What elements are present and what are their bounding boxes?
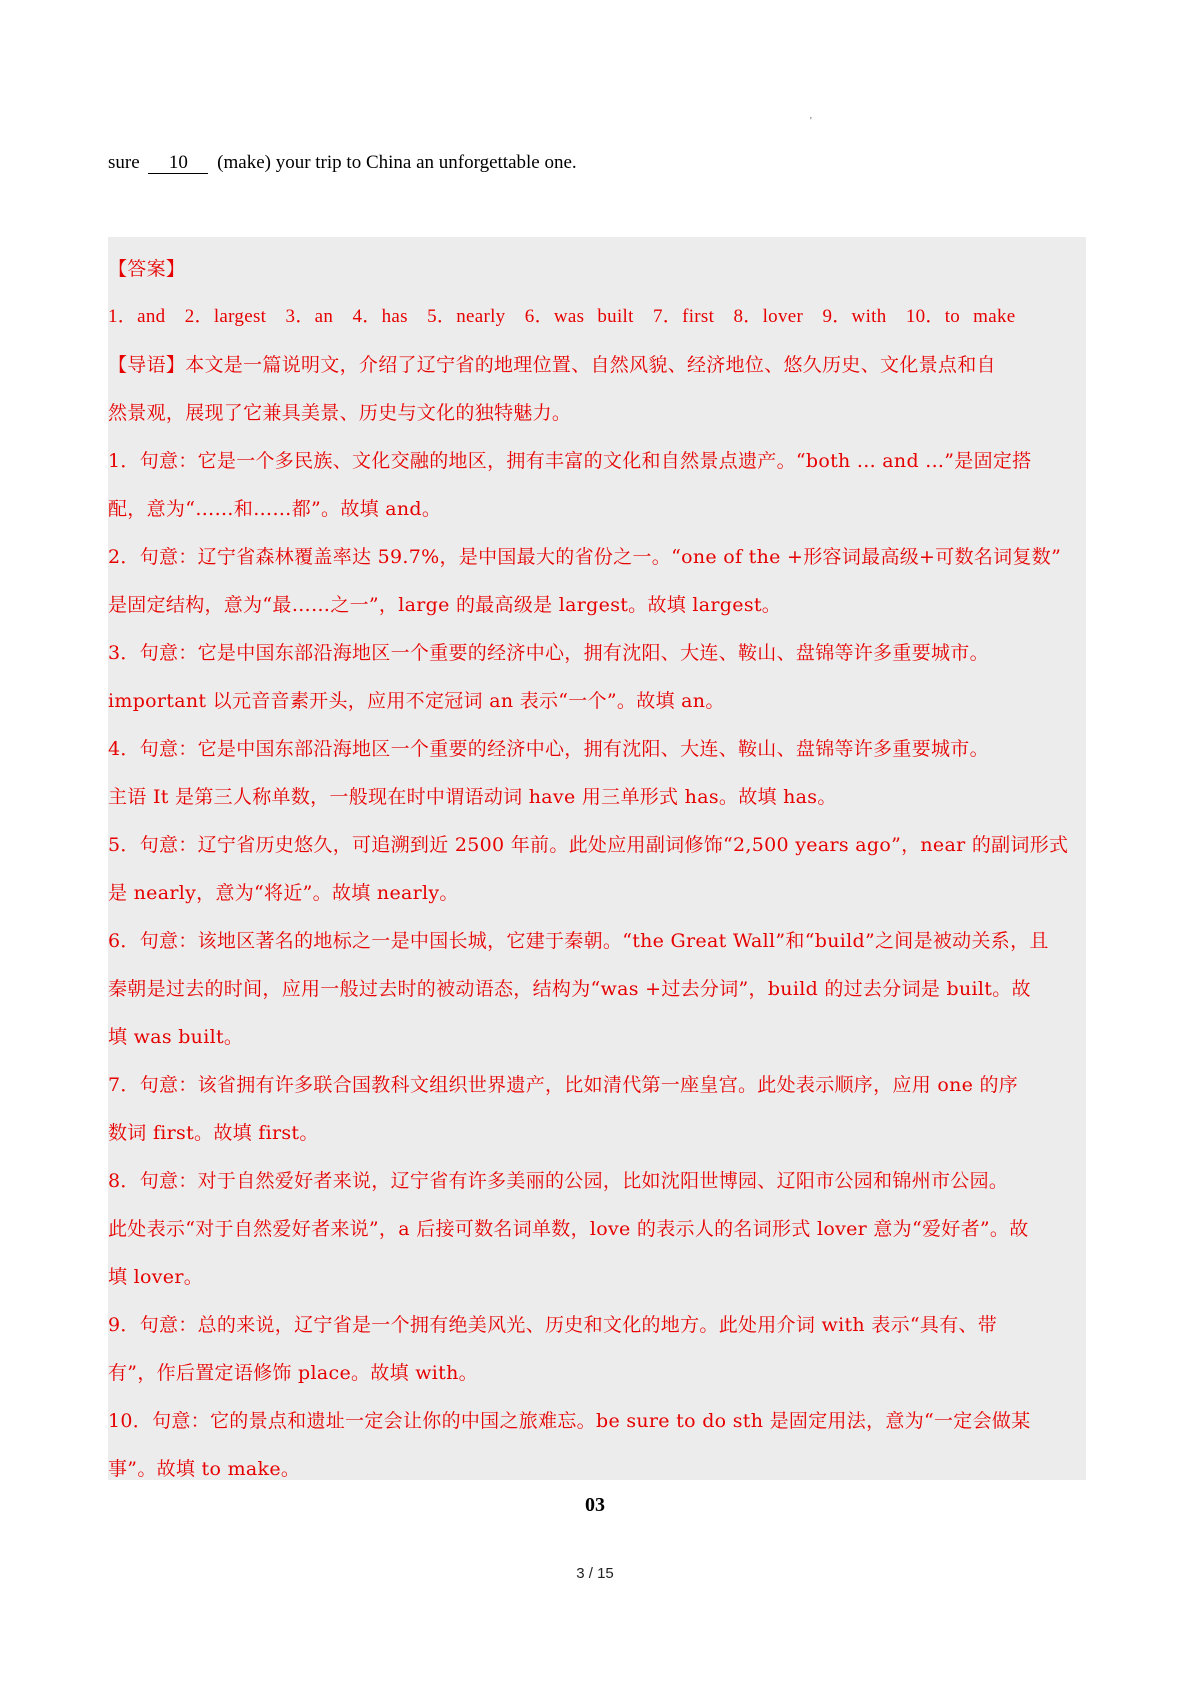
explanation-line: 3．句意：它是中国东部沿海地区一个重要的经济中心，拥有沈阳、大连、鞍山、盘锦等许多重要城市。 (108, 642, 989, 664)
explanation-line: 是 nearly，意为“将近”。故填 nearly。 (108, 882, 459, 904)
explanation-line: 是固定结构，意为“最……之一”，large 的最高级是 largest。故填 largest。 (108, 594, 782, 616)
explanation-line: 填 was built。 (108, 1026, 244, 1048)
answer-explanation-box (108, 237, 1086, 1480)
explanation-line: 9．句意：总的来说，辽宁省是一个拥有绝美风光、历史和文化的地方。此处用介词 with 表示“具有、带 (108, 1314, 998, 1336)
blank-10: 10 (148, 153, 208, 174)
explanation-line: 事”。故填 to make。 (108, 1458, 301, 1480)
explanation-line: 此处表示“对于自然爱好者来说”，a 后接可数名词单数，love 的表示人的名词形式 lover 意为“爱好者”。故 (108, 1218, 1029, 1240)
explanation-line: 10．句意：它的景点和遗址一定会让你的中国之旅难忘。be sure to do sth 是固定用法，意为“一定会做某 (108, 1410, 1031, 1432)
intro-line: 然景观，展现了它兼具美景、历史与文化的独特魅力。 (108, 402, 572, 424)
explanation-line: 配，意为“……和……都”。故填 and。 (108, 498, 442, 520)
explanation-line: 2．句意：辽宁省森林覆盖率达 59.7%，是中国最大的省份之一。“one of the +形容词最高级+可数名词复数” (108, 546, 1062, 568)
explanation-line: 5．句意：辽宁省历史悠久，可追溯到近 2500 年前。此处应用副词修饰“2,500 years ago”，near 的副词形式 (108, 834, 1069, 856)
page-number: 3 / 15 (576, 1565, 614, 1582)
explanation-line: 7．句意：该省拥有许多联合国教科文组织世界遗产，比如清代第一座皇宫。此处表示顺序，应用 one 的序 (108, 1074, 1019, 1096)
explanation-line: 8．句意：对于自然爱好者来说，辽宁省有许多美丽的公园，比如沈阳世博园、辽阳市公园和锦州市公园。 (108, 1170, 1009, 1192)
explanation-line: 4．句意：它是中国东部沿海地区一个重要的经济中心，拥有沈阳、大连、鞍山、盘锦等许多重要城市。 (108, 738, 989, 760)
explanation-line: important 以元音音素开头，应用不定冠词 an 表示“一个”。故填 an。 (108, 690, 725, 712)
explanation-line: 秦朝是过去的时间，应用一般过去时的被动语态，结构为“was +过去分词”，build 的过去分词是 built。故 (108, 978, 1031, 1000)
explanation-line: 数词 first。故填 first。 (108, 1122, 319, 1144)
stray-mark: ' (810, 116, 812, 127)
section-number: 03 (585, 1494, 605, 1516)
explanation-line: 主语 It 是第三人称单数，一般现在时中谓语动词 have 用三单形式 has。故填 has。 (108, 786, 837, 808)
lead-text-before: sure (108, 152, 140, 173)
answer-heading: 【答案】 (108, 258, 186, 280)
intro-line: 【导语】本文是一篇说明文，介绍了辽宁省的地理位置、自然风貌、经济地位、悠久历史、文化景点和自 (108, 354, 996, 376)
lead-text-after: (make) your trip to China an unforgettable one. (217, 152, 577, 173)
explanation-line: 有”，作后置定语修饰 place。故填 with。 (108, 1362, 478, 1384)
explanation-line: 6．句意：该地区著名的地标之一是中国长城，它建于秦朝。“the Great Wall”和“build”之间是被动关系，且 (108, 930, 1049, 952)
explanation-line: 1．句意：它是一个多民族、文化交融的地区，拥有丰富的文化和自然景点遗产。“both ... and ...”是固定搭 (108, 450, 1032, 472)
explanation-line: 填 lover。 (108, 1266, 204, 1288)
answer-key-line: 1．and 2．largest 3．an 4．has 5．nearly 6．was built 7．first 8．lover 9．with 10．to make (108, 306, 1016, 327)
question-lead-line (108, 152, 577, 174)
